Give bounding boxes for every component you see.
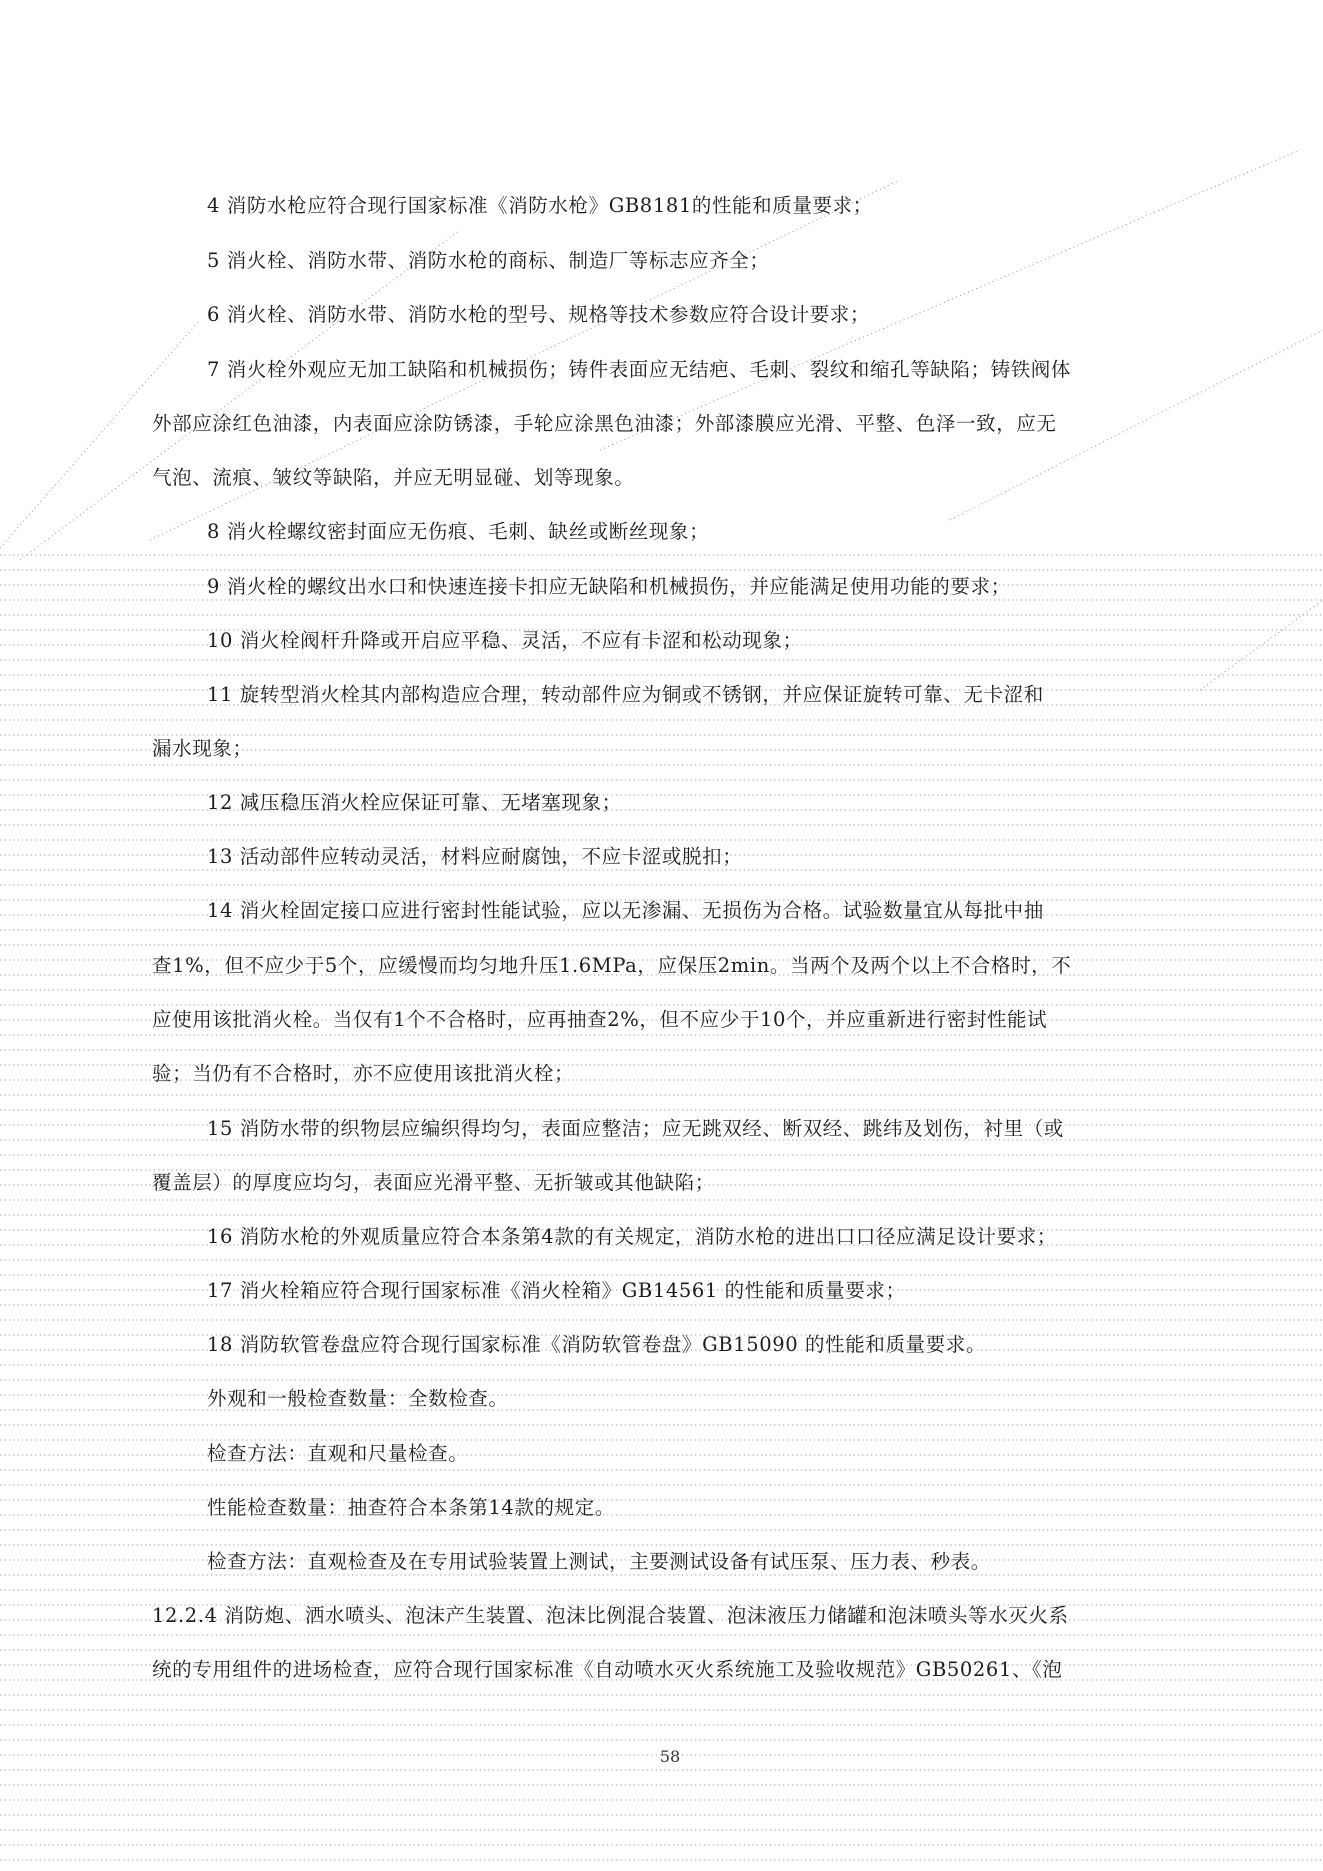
text-line: 6 消火栓、消防水带、消防水枪的型号、规格等技术参数应符合设计要求； xyxy=(207,303,871,326)
text-line: 统的专用组件的进场检查，应符合现行国家标准《自动喷水灭火系统施工及验收规范》GB50261、《泡 xyxy=(152,1658,1063,1681)
text-line: 18 消防软管卷盘应符合现行国家标准《消防软管卷盘》GB15090 的性能和质量要求。 xyxy=(207,1333,986,1356)
text-line: 17 消火栓箱应符合现行国家标准《消火栓箱》GB14561 的性能和质量要求； xyxy=(207,1279,906,1302)
text-line: 检查方法：直观和尺量检查。 xyxy=(207,1442,469,1465)
text-line: 10 消火栓阀杆升降或开启应平稳、灵活，不应有卡涩和松动现象； xyxy=(207,629,803,652)
text-line: 7 消火栓外观应无加工缺陷和机械损伤；铸件表面应无结疤、毛刺、裂纹和缩孔等缺陷；铸铁阀体 xyxy=(207,358,1072,381)
dotted-rule xyxy=(20,230,460,560)
text-line: 12 减压稳压消火栓应保证可靠、无堵塞现象； xyxy=(207,791,622,814)
text-line: 查1%，但不应少于5个，应缓慢而均匀地升压1.6MPa，应保压2min。当两个及两个以上不合格时，不 xyxy=(152,954,1072,977)
text-line: 外部应涂红色油漆，内表面应涂防锈漆，手轮应涂黑色油漆；外部漆膜应光滑、平整、色泽一致，应无 xyxy=(152,412,1057,435)
text-line: 4 消防水枪应符合现行国家标准《消防水枪》GB8181的性能和质量要求； xyxy=(207,194,873,217)
page-number: 58 xyxy=(659,1747,681,1766)
text-line: 覆盖层）的厚度应均匀，表面应光滑平整、无折皱或其他缺陷； xyxy=(152,1171,715,1194)
text-line: 15 消防水带的织物层应编织得均匀，表面应整洁；应无跳双经、断双经、跳纬及划伤，衬里（或 xyxy=(207,1117,1064,1140)
text-line: 13 活动部件应转动灵活，材料应耐腐蚀，不应卡涩或脱扣； xyxy=(207,845,743,868)
dotted-rule xyxy=(1200,600,1323,690)
text-line: 漏水现象； xyxy=(152,737,253,760)
text-line: 外观和一般检查数量：全数检查。 xyxy=(207,1387,509,1410)
text-line: 11 旋转型消火栓其内部构造应合理，转动部件应为铜或不锈钢，并应保证旋转可靠、无卡涩和 xyxy=(207,683,1044,706)
text-line: 14 消火栓固定接口应进行密封性能试验，应以无渗漏、无损伤为合格。试验数量宜从每批中抽 xyxy=(207,899,1044,922)
text-line: 9 消火栓的螺纹出水口和快速连接卡扣应无缺陷和机械损伤，并应能满足使用功能的要求； xyxy=(207,575,1011,598)
text-line: 5 消火栓、消防水带、消防水枪的商标、制造厂等标志应齐全； xyxy=(207,249,770,272)
text-line: 16 消防水枪的外观质量应符合本条第4款的有关规定，消防水枪的进出口口径应满足设计要求； xyxy=(207,1225,1057,1248)
text-line: 应使用该批消火栓。当仅有1个不合格时，应再抽查2%，但不应少于10个，并应重新进行密封性能试 xyxy=(152,1008,1048,1031)
text-line: 12.2.4 消防炮、洒水喷头、泡沫产生装置、泡沫比例混合装置、泡沫液压力储罐和泡沫喷头等水灭火系 xyxy=(152,1604,1069,1627)
text-line: 验；当仍有不合格时，亦不应使用该批消火栓； xyxy=(152,1062,575,1085)
text-line: 8 消火栓螺纹密封面应无伤痕、毛刺、缺丝或断丝现象； xyxy=(207,520,710,543)
text-line: 检查方法：直观检查及在专用试验装置上测试，主要测试设备有试压泵、压力表、秒表。 xyxy=(207,1550,991,1573)
text-line: 气泡、流痕、皱纹等缺陷，并应无明显碰、划等现象。 xyxy=(152,466,635,489)
text-line: 性能检查数量：抽查符合本条第14款的规定。 xyxy=(207,1496,615,1519)
